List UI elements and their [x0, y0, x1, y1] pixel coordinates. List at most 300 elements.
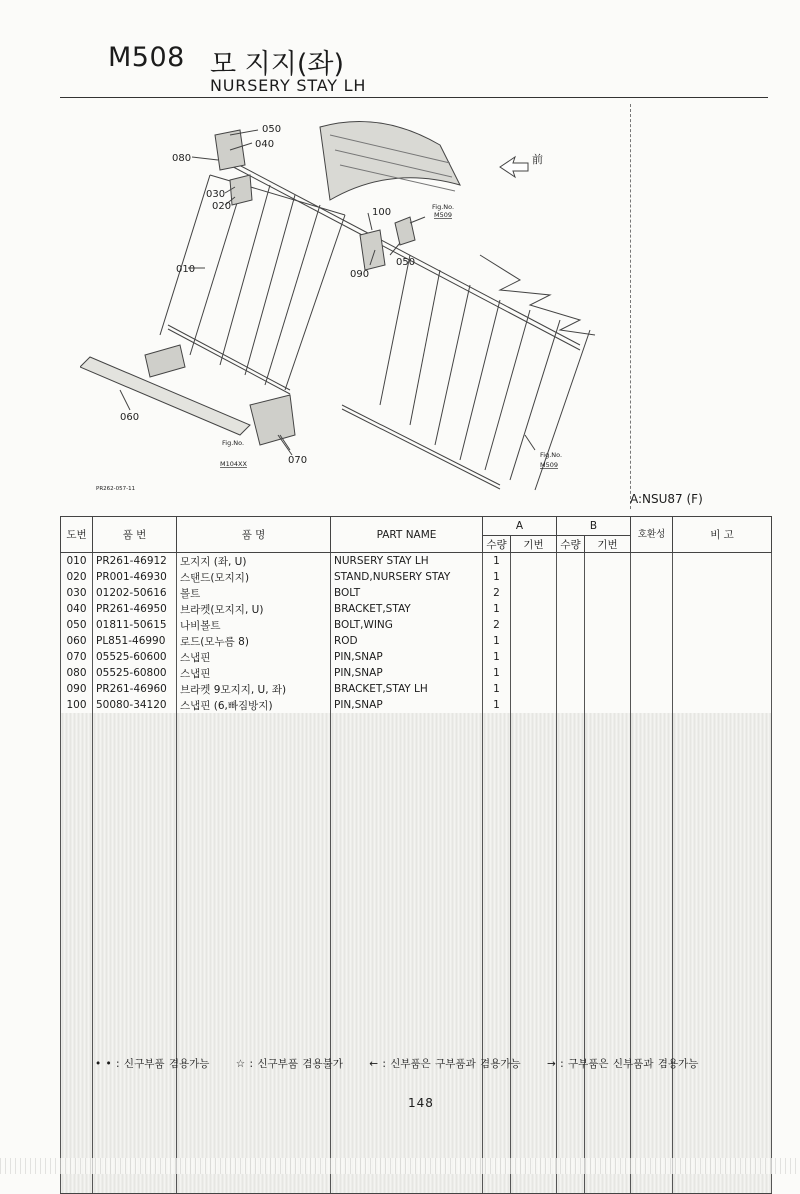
cell-compat [631, 569, 673, 585]
cell-remark [673, 697, 772, 713]
cell-empty [557, 873, 585, 889]
cell-empty [673, 1033, 772, 1049]
cell-qty-a: 2 [483, 585, 511, 601]
front-label: 前 [532, 153, 543, 166]
cell-base-b [585, 553, 631, 570]
cell-empty [673, 809, 772, 825]
diagram-linework [80, 121, 595, 490]
cell-empty [331, 937, 483, 953]
page-number: 148 [408, 1096, 434, 1110]
cell-qty-b [557, 617, 585, 633]
col-header-group-b: B [557, 517, 631, 536]
table-row-empty [61, 937, 772, 953]
cell-base-b [585, 681, 631, 697]
cell-empty [631, 1177, 673, 1194]
cell-empty [331, 729, 483, 745]
cell-empty [673, 1001, 772, 1017]
cell-name-kr: 스냅핀 (6,빠짐방지) [177, 697, 331, 713]
cell-empty [585, 921, 631, 937]
cell-empty [557, 889, 585, 905]
cell-empty [331, 745, 483, 761]
cell-empty [511, 745, 557, 761]
table-row-empty [61, 1113, 772, 1129]
cell-empty [511, 905, 557, 921]
cell-base-b [585, 585, 631, 601]
cell-empty [177, 889, 331, 905]
cell-part-name: PIN,SNAP [331, 665, 483, 681]
cell-no: 090 [61, 681, 93, 697]
cell-empty [585, 953, 631, 969]
cell-empty [585, 905, 631, 921]
cell-compat [631, 617, 673, 633]
cell-empty [631, 985, 673, 1001]
cell-empty [177, 777, 331, 793]
cell-qty-a: 1 [483, 697, 511, 713]
cell-part-no: 01202-50616 [93, 585, 177, 601]
cell-empty [483, 873, 511, 889]
cell-compat [631, 697, 673, 713]
cell-empty [331, 905, 483, 921]
cell-empty [511, 729, 557, 745]
cell-empty [93, 1001, 177, 1017]
cell-empty [557, 1017, 585, 1033]
cell-empty [93, 953, 177, 969]
cell-part-no: 01811-50615 [93, 617, 177, 633]
col-header-part-no: 품 번 [93, 517, 177, 553]
cell-empty [93, 745, 177, 761]
cell-empty [93, 985, 177, 1001]
cell-empty [631, 1001, 673, 1017]
col-header-qty-b: 수량 [557, 536, 585, 553]
cell-qty-a: 1 [483, 665, 511, 681]
diagram-figure-refs [96, 203, 562, 492]
cell-qty-b [557, 585, 585, 601]
cell-empty [61, 1017, 93, 1033]
col-header-base-a: 기번 [511, 536, 557, 553]
cell-empty [673, 953, 772, 969]
cell-part-no: 05525-60600 [93, 649, 177, 665]
cell-empty [331, 713, 483, 729]
cell-empty [585, 969, 631, 985]
fig-ref-m509-bottom-number: M509 [540, 461, 559, 469]
cell-part-name: STAND,NURSERY STAY [331, 569, 483, 585]
cell-empty [331, 1017, 483, 1033]
cell-empty [511, 1033, 557, 1049]
cell-empty [511, 889, 557, 905]
cell-qty-a: 1 [483, 681, 511, 697]
cell-empty [93, 1177, 177, 1194]
cell-empty [511, 713, 557, 729]
legend-item: • • : 신구부품 겸용가능 [95, 1058, 210, 1070]
page-code: M508 [108, 42, 185, 73]
cell-empty [483, 1001, 511, 1017]
table-row-empty [61, 1033, 772, 1049]
cell-base-b [585, 665, 631, 681]
cell-empty [483, 809, 511, 825]
cell-empty [177, 985, 331, 1001]
cell-empty [483, 1017, 511, 1033]
table-row-empty [61, 1177, 772, 1194]
cell-base-b [585, 601, 631, 617]
cell-empty [585, 1177, 631, 1194]
cell-empty [557, 1001, 585, 1017]
table-row [61, 697, 772, 713]
cell-empty [631, 873, 673, 889]
cell-empty [331, 1129, 483, 1145]
cell-part-no: PR261-46960 [93, 681, 177, 697]
cell-compat [631, 553, 673, 570]
cell-empty [177, 809, 331, 825]
cell-empty [631, 713, 673, 729]
cell-empty [61, 905, 93, 921]
cell-empty [177, 1129, 331, 1145]
cell-base-b [585, 649, 631, 665]
cell-base-a [511, 665, 557, 681]
cell-empty [557, 985, 585, 1001]
cell-empty [585, 1113, 631, 1129]
cell-no: 040 [61, 601, 93, 617]
cell-empty [331, 777, 483, 793]
cell-empty [483, 841, 511, 857]
cell-empty [331, 921, 483, 937]
cell-base-b [585, 617, 631, 633]
model-note: A:NSU87 (F) [630, 492, 703, 506]
cell-empty [483, 825, 511, 841]
cell-empty [61, 1033, 93, 1049]
cell-empty [483, 761, 511, 777]
table-row-empty [61, 729, 772, 745]
cell-empty [631, 905, 673, 921]
cell-empty [61, 745, 93, 761]
cell-empty [61, 985, 93, 1001]
cell-empty [673, 1113, 772, 1129]
cell-base-b [585, 633, 631, 649]
cell-empty [511, 953, 557, 969]
cell-empty [177, 1097, 331, 1113]
cell-empty [331, 969, 483, 985]
drawing-id: PR262-057-11 [96, 486, 136, 492]
table-row-empty [61, 873, 772, 889]
cell-empty [331, 809, 483, 825]
table-row-empty [61, 793, 772, 809]
cell-empty [673, 777, 772, 793]
table-row [61, 649, 772, 665]
cell-empty [331, 793, 483, 809]
cell-empty [511, 1001, 557, 1017]
cell-empty [511, 873, 557, 889]
cell-empty [177, 761, 331, 777]
cell-empty [61, 1049, 93, 1065]
cell-no: 100 [61, 697, 93, 713]
cell-empty [585, 761, 631, 777]
cell-empty [331, 825, 483, 841]
cell-empty [331, 953, 483, 969]
cell-qty-b [557, 601, 585, 617]
cell-part-no: PR261-46950 [93, 601, 177, 617]
cell-empty [331, 1001, 483, 1017]
cell-name-kr: 스냅핀 [177, 665, 331, 681]
cell-empty [483, 729, 511, 745]
cell-empty [331, 761, 483, 777]
cell-empty [557, 1097, 585, 1113]
cell-empty [631, 921, 673, 937]
cell-empty [673, 1097, 772, 1113]
cell-name-kr: 볼트 [177, 585, 331, 601]
cell-empty [585, 1129, 631, 1145]
cell-qty-a: 1 [483, 601, 511, 617]
cell-empty [483, 1177, 511, 1194]
cell-empty [673, 761, 772, 777]
cell-empty [557, 793, 585, 809]
cell-empty [585, 793, 631, 809]
cell-empty [61, 1081, 93, 1097]
cell-empty [177, 841, 331, 857]
cell-empty [331, 1033, 483, 1049]
cell-empty [585, 825, 631, 841]
cell-empty [483, 745, 511, 761]
cell-empty [511, 1081, 557, 1097]
callout-040: 040 [255, 139, 275, 150]
cell-empty [673, 1017, 772, 1033]
cell-empty [61, 1001, 93, 1017]
cell-empty [93, 1097, 177, 1113]
cell-empty [557, 841, 585, 857]
cell-empty [483, 889, 511, 905]
col-header-name-kr: 품 명 [177, 517, 331, 553]
cell-empty [631, 857, 673, 873]
cell-base-a [511, 585, 557, 601]
col-header-qty-a: 수량 [483, 536, 511, 553]
cell-empty [585, 1097, 631, 1113]
cell-base-a [511, 633, 557, 649]
cell-empty [61, 1113, 93, 1129]
table-row-empty [61, 841, 772, 857]
cell-empty [585, 809, 631, 825]
table-row [61, 601, 772, 617]
cell-no: 080 [61, 665, 93, 681]
cell-empty [331, 1177, 483, 1194]
cell-empty [61, 969, 93, 985]
cell-empty [177, 953, 331, 969]
cell-empty [511, 1113, 557, 1129]
cell-empty [557, 1129, 585, 1145]
cell-empty [93, 857, 177, 873]
cell-empty [557, 937, 585, 953]
cell-base-a [511, 553, 557, 570]
cell-part-no: 05525-60800 [93, 665, 177, 681]
table-row [61, 585, 772, 601]
cell-part-name: BRACKET,STAY LH [331, 681, 483, 697]
cell-empty [673, 1129, 772, 1145]
cell-qty-a: 1 [483, 649, 511, 665]
cell-empty [511, 937, 557, 953]
callout-030: 030 [206, 189, 226, 200]
cell-empty [557, 729, 585, 745]
cell-empty [61, 793, 93, 809]
cell-empty [673, 793, 772, 809]
cell-empty [483, 857, 511, 873]
cell-qty-b [557, 681, 585, 697]
cell-empty [483, 969, 511, 985]
callout-020: 020 [212, 201, 232, 212]
table-row-empty [61, 969, 772, 985]
cell-empty [177, 921, 331, 937]
cell-no: 030 [61, 585, 93, 601]
cell-empty [61, 1177, 93, 1194]
cell-empty [585, 985, 631, 1001]
cell-empty [93, 809, 177, 825]
cell-part-no: PR001-46930 [93, 569, 177, 585]
cell-qty-a: 2 [483, 617, 511, 633]
table-row-empty [61, 1129, 772, 1145]
cell-empty [557, 921, 585, 937]
cell-empty [557, 1033, 585, 1049]
table-row-empty [61, 1081, 772, 1097]
cell-empty [331, 1113, 483, 1129]
cell-empty [511, 761, 557, 777]
cell-empty [61, 809, 93, 825]
cell-empty [511, 921, 557, 937]
cell-empty [673, 713, 772, 729]
cell-compat [631, 681, 673, 697]
table-row-empty [61, 921, 772, 937]
cell-empty [93, 777, 177, 793]
cell-part-no: 50080-34120 [93, 697, 177, 713]
cell-part-name: BOLT,WING [331, 617, 483, 633]
cell-empty [93, 969, 177, 985]
col-header-base-b: 기번 [585, 536, 631, 553]
cell-empty [585, 937, 631, 953]
cell-base-a [511, 681, 557, 697]
cell-empty [557, 953, 585, 969]
table-row [61, 617, 772, 633]
cell-empty [483, 777, 511, 793]
cell-part-name: BRACKET,STAY [331, 601, 483, 617]
cell-empty [483, 1113, 511, 1129]
table-row-empty [61, 857, 772, 873]
cell-empty [177, 729, 331, 745]
cell-empty [61, 1129, 93, 1145]
cell-empty [631, 1081, 673, 1097]
cell-empty [177, 905, 331, 921]
cell-empty [61, 1065, 93, 1081]
cell-no: 060 [61, 633, 93, 649]
cell-remark [673, 681, 772, 697]
cell-empty [557, 825, 585, 841]
cell-empty [557, 1113, 585, 1129]
cell-empty [483, 793, 511, 809]
cell-empty [673, 1177, 772, 1194]
cell-empty [673, 937, 772, 953]
cell-empty [511, 777, 557, 793]
cell-empty [631, 793, 673, 809]
cell-empty [177, 1177, 331, 1194]
cell-empty [483, 1129, 511, 1145]
cell-empty [93, 713, 177, 729]
cell-empty [93, 841, 177, 857]
cell-empty [177, 937, 331, 953]
cell-empty [483, 1033, 511, 1049]
cell-empty [93, 1129, 177, 1145]
fig-ref-m104-label: Fig.No. [222, 439, 245, 447]
callout-090: 090 [350, 269, 370, 280]
cell-name-kr: 스탠드(모지지) [177, 569, 331, 585]
cell-empty [511, 969, 557, 985]
scan-edge [0, 1158, 800, 1174]
cell-empty [557, 761, 585, 777]
legend-item: ← : 신부품은 구부품과 겸용가능 [369, 1058, 521, 1070]
cell-empty [557, 857, 585, 873]
cell-empty [585, 745, 631, 761]
table-row-empty [61, 953, 772, 969]
cell-empty [93, 937, 177, 953]
cell-empty [631, 937, 673, 953]
table-row [61, 633, 772, 649]
cell-empty [673, 921, 772, 937]
cell-name-kr: 나비볼트 [177, 617, 331, 633]
cell-name-kr: 브라켓 9모지지, U, 좌) [177, 681, 331, 697]
cell-remark [673, 665, 772, 681]
cell-empty [631, 1033, 673, 1049]
cell-empty [93, 729, 177, 745]
cell-empty [177, 969, 331, 985]
cell-empty [331, 1097, 483, 1113]
cell-empty [673, 905, 772, 921]
header-rule [60, 97, 768, 98]
cell-base-a [511, 649, 557, 665]
cell-part-no: PR261-46912 [93, 553, 177, 570]
cell-empty [631, 1113, 673, 1129]
table-row-empty [61, 777, 772, 793]
cell-empty [177, 1081, 331, 1097]
cell-empty [585, 1081, 631, 1097]
cell-qty-b [557, 697, 585, 713]
cell-qty-b [557, 665, 585, 681]
cell-empty [557, 777, 585, 793]
cell-empty [585, 873, 631, 889]
cell-empty [61, 889, 93, 905]
cell-base-a [511, 697, 557, 713]
cell-empty [631, 825, 673, 841]
cell-empty [61, 1097, 93, 1113]
callout-070: 070 [288, 455, 308, 466]
cell-empty [93, 921, 177, 937]
page-title-korean: 모 지지(좌) [210, 49, 344, 80]
table-row [61, 665, 772, 681]
cell-empty [331, 1081, 483, 1097]
cell-name-kr: 브라켓(모지지, U) [177, 601, 331, 617]
cell-empty [673, 745, 772, 761]
cell-base-a [511, 569, 557, 585]
cell-compat [631, 649, 673, 665]
cell-empty [557, 1177, 585, 1194]
parts-table [60, 516, 772, 1194]
cell-compat [631, 585, 673, 601]
cell-empty [511, 809, 557, 825]
cell-empty [511, 985, 557, 1001]
cell-compat [631, 601, 673, 617]
cell-empty [61, 713, 93, 729]
cell-empty [177, 713, 331, 729]
cell-compat [631, 665, 673, 681]
cell-empty [511, 1177, 557, 1194]
cell-empty [331, 889, 483, 905]
cell-empty [673, 985, 772, 1001]
cell-empty [631, 841, 673, 857]
cell-empty [511, 793, 557, 809]
cell-empty [631, 761, 673, 777]
cell-remark [673, 649, 772, 665]
